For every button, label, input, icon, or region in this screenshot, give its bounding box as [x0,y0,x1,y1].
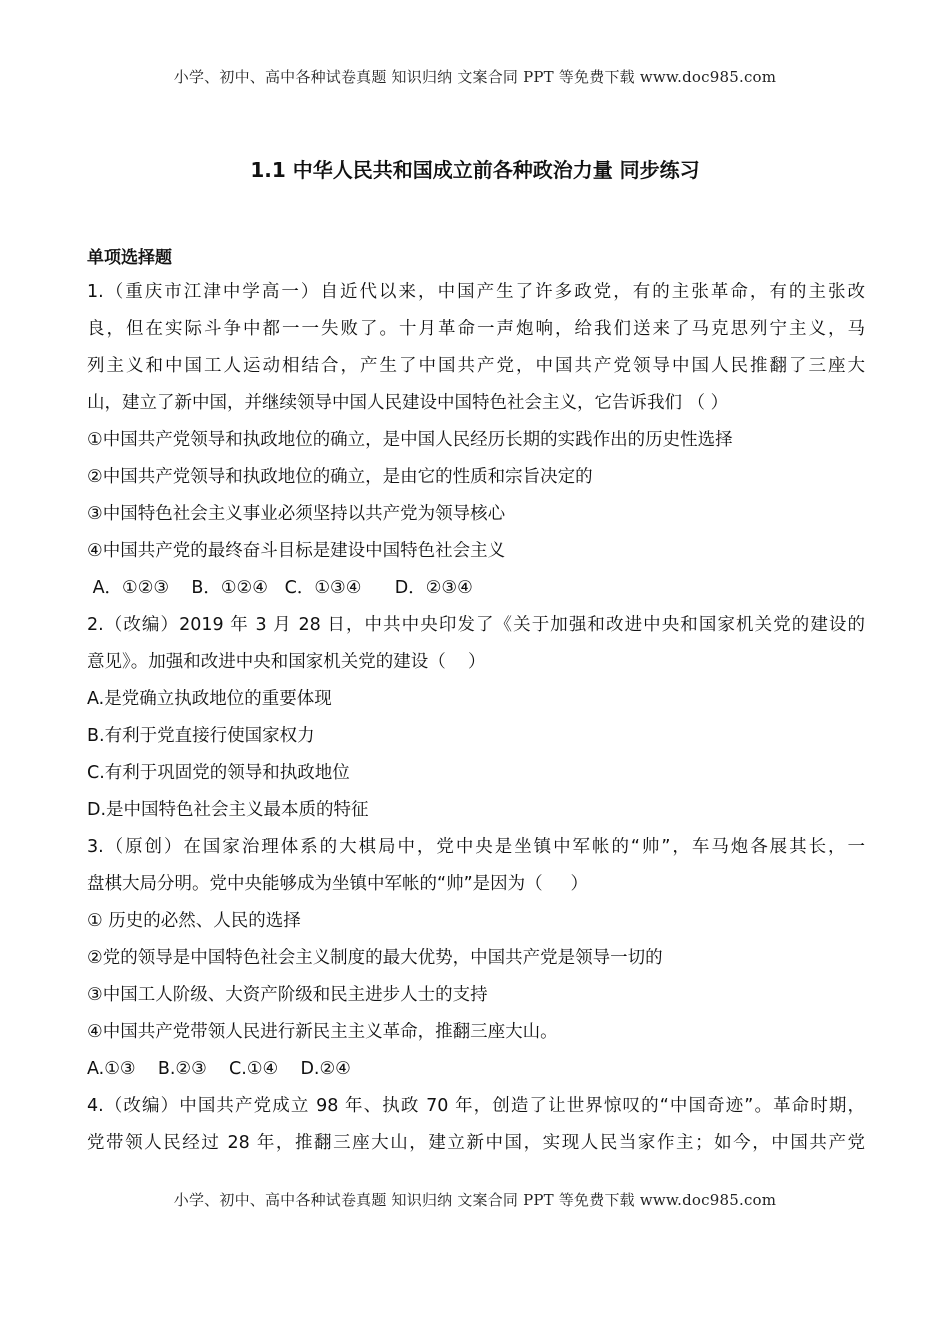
section-heading: 单项选择题 [87,248,172,268]
answer-option: A.是党确立执政地位的重要体现 [87,689,332,709]
text-line: 党带领人民经过 28 年，推翻三座大山，建立新中国，实现人民当家作主；如今，中国共产党 [87,1133,865,1153]
answer-options: A.①③ B.②③ C.①④ D.②④ [87,1059,351,1079]
text-line: 3.（原创）在国家治理体系的大棋局中，党中央是坐镇中军帐的“帅”，车马炮各展其长，一 [87,837,865,857]
text-line: 列主义和中国工人运动相结合，产生了中国共产党，中国共产党领导中国人民推翻了三座大 [87,356,865,376]
text-line: 良，但在实际斗争中都一一失败了。十月革命一声炮响，给我们送来了马克思列宁主义，马 [87,319,865,339]
text-line: ①中国共产党领导和执政地位的确立，是中国人民经历长期的实践作出的历史性选择 [87,430,733,450]
text-line: ②党的领导是中国特色社会主义制度的最大优势，中国共产党是领导一切的 [87,948,663,968]
document-title: 1.1 中华人民共和国成立前各种政治力量 同步练习 [250,158,700,182]
text-line: ④中国共产党的最终奋斗目标是建设中国特色社会主义 [87,541,506,561]
text-line: 1.（重庆市江津中学高一）自近代以来，中国产生了许多政党，有的主张革命，有的主张改 [87,282,865,302]
text-line: 盘棋大局分明。党中央能够成为坐镇中军帐的“帅”是因为（ ） [87,874,588,894]
text-line: ③中国工人阶级、大资产阶级和民主进步人士的支持 [87,985,488,1005]
text-line: ① 历史的必然、人民的选择 [87,911,301,931]
text-line: ②中国共产党领导和执政地位的确立，是由它的性质和宗旨决定的 [87,467,593,487]
page-header: 小学、初中、高中各种试卷真题 知识归纳 文案合同 PPT 等免费下载 www.doc985.com [173,68,777,86]
text-line: 山，建立了新中国，并继续领导中国人民建设中国特色社会主义，它告诉我们 （ ） [87,393,729,413]
text-line: 4.（改编）中国共产党成立 98 年、执政 70 年，创造了让世界惊叹的“中国奇迹”。革命时期， [87,1096,865,1116]
answer-option: D.是中国特色社会主义最本质的特征 [87,800,369,820]
answer-option: B.有利于党直接行使国家权力 [87,726,315,746]
text-line: ③中国特色社会主义事业必须坚持以共产党为领导核心 [87,504,506,524]
document-body [87,274,865,1162]
page-footer: 小学、初中、高中各种试卷真题 知识归纳 文案合同 PPT 等免费下载 www.doc985.com [173,1191,777,1209]
text-line: ④中国共产党带领人民进行新民主主义革命，推翻三座大山。 [87,1022,558,1042]
text-line: 2.（改编）2019 年 3 月 28 日，中共中央印发了《关于加强和改进中央和国家机关党的建设的 [87,615,865,635]
answer-options: A．①②③ B．①②④ C．①③④ D．②③④ [87,578,473,598]
text-line: 意见》。加强和改进中央和国家机关党的建设（ ） [87,652,486,672]
answer-option: C.有利于巩固党的领导和执政地位 [87,763,350,783]
